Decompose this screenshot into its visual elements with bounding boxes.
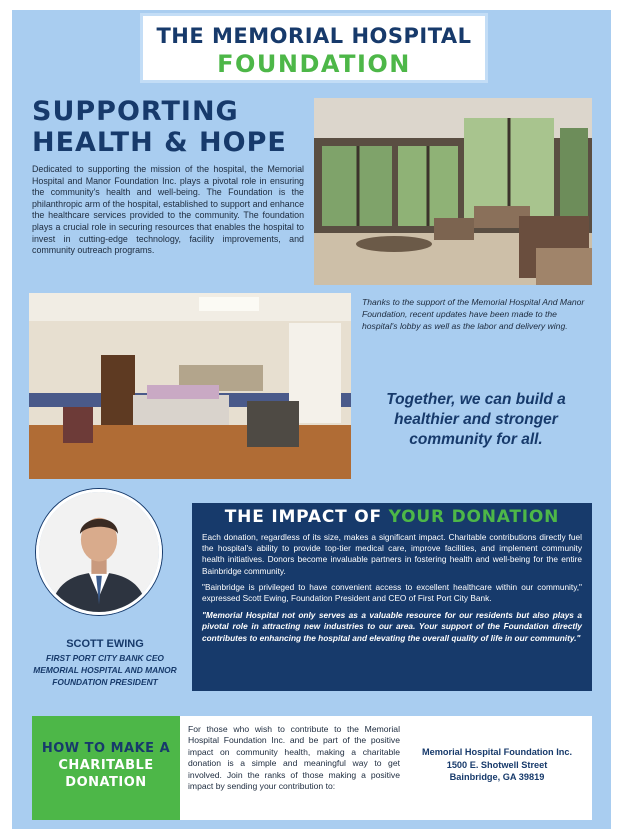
donation-heading-line-3: DONATION [65, 775, 147, 790]
donation-paragraph: For those who wish to contribute to the Memorial Hospital Foundation Inc. and be part of the positive impact on community health, making a charitable donation is a simple and meaningful way to get involved. Join the ranks of those making a positive impact by sending your contribution to: [188, 724, 400, 792]
donation-heading-line-2: CHARITABLE [58, 758, 154, 773]
page-title: THE MEMORIAL HOSPITAL [156, 24, 472, 48]
section-headline [32, 96, 302, 158]
impact-paragraph-1: Each donation, regardless of its size, makes a significant impact. Charitable contributions directly fuel the hospital's ability to provide top-tier medical care, improve facilities, and implement community health initiatives. Donors become invaluable partners in fostering health and well-being for the entire Bainbridge community. [202, 532, 582, 576]
impact-heading-part-2: YOUR DONATION [388, 507, 560, 527]
person-name: SCOTT EWING [66, 638, 144, 650]
headline-line-2: HEALTH & HOPE [32, 127, 287, 158]
title-banner [140, 13, 488, 83]
headline-line-1: SUPPORTING [32, 96, 239, 127]
impact-paragraph-2: "Bainbridge is privileged to have convenient access to excellent healthcare within our community," expressed Scott Ewing, Foundation President and CEO of First Port City Bank. [202, 581, 582, 604]
address-line-2: 1500 E. Shotwell Street [446, 759, 548, 770]
portrait-photo [36, 489, 162, 615]
lobby-photo [314, 98, 592, 285]
person-title: FIRST PORT CITY BANK CEO MEMORIAL HOSPITAL AND MANOR FOUNDATION PRESIDENT [33, 653, 177, 687]
impact-section [192, 503, 592, 691]
tagline: Together, we can build a healthier and stronger community for all. [386, 391, 566, 448]
intro-paragraph: Dedicated to supporting the mission of the hospital, the Memorial Hospital and Manor Foundation Inc. plays a pivotal role in ensuring the community's health and well-being. The Foundation is the philanthropic arm of the hospital, established to support and enhance the healthcare services provided to the community. The foundation plays a crucial role in securing resources that enables the hospital to invest in cutting-edge technology, facility improvements, and community outreach programs. [32, 164, 304, 256]
donation-info [180, 716, 592, 820]
page-subtitle: FOUNDATION [217, 50, 411, 78]
donation-heading-line-1: HOW TO MAKE A [41, 741, 171, 756]
impact-heading [202, 507, 582, 527]
address-line-3: Bainbridge, GA 39819 [449, 772, 545, 782]
address-line-1: Memorial Hospital Foundation Inc. [421, 747, 573, 757]
donation-heading [32, 716, 180, 820]
impact-heading-part-1: THE IMPACT OF [224, 507, 382, 527]
impact-quote: "Memorial Hospital not only serves as a valuable resource for our residents but also plays a pivotal role in attracting new industries to our area. Your support of the Foundation directly contributes to enhancing the hospital and elevating the overall quality of life in our community." [202, 610, 582, 643]
photo-caption: Thanks to the support of the Memorial Hospital And Manor Foundation, recent updates have been made to the hospital's lobby as well as the labor and delivery wing. [362, 297, 585, 331]
mailing-address [408, 746, 586, 784]
patient-room-photo [29, 293, 351, 479]
